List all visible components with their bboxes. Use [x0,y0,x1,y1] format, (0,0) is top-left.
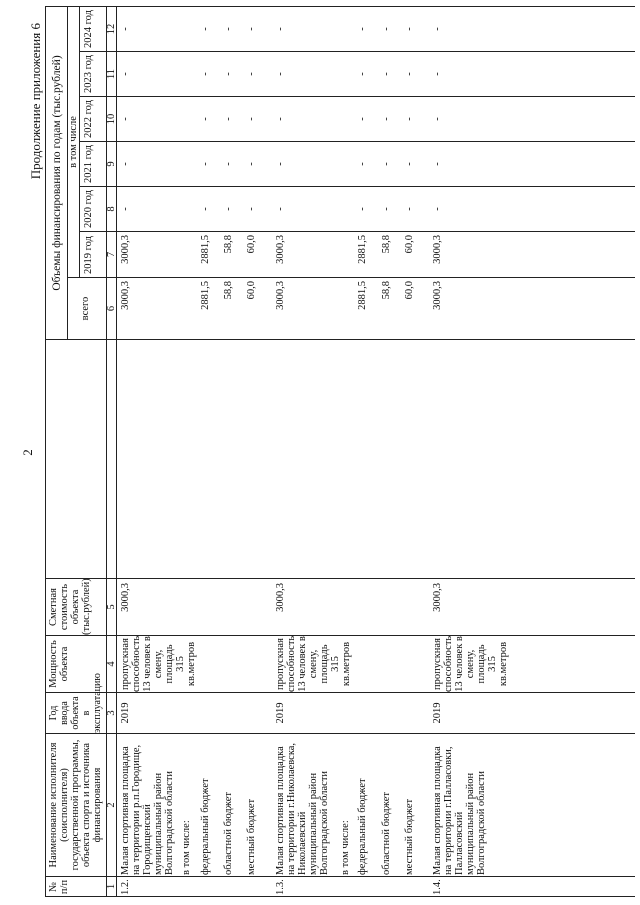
row-1-federal-label: федеральный бюджет [200,778,211,875]
colnum-12: 12 [106,23,117,35]
colnum-7: 7 [106,251,117,258]
row-1-regional-total: 58,8 [223,281,234,300]
row-2-regional-2020: - [381,207,392,211]
row-1-local-label: местный бюджет [246,798,257,875]
row-1-federal-2019: 2881,5 [200,235,211,264]
row-2-federal-label: федеральный бюджет [357,778,368,875]
header-year-2020: 2020 год [83,190,94,228]
row-3-total: 3000,3 [432,281,443,310]
row-1-2019: 3000,3 [120,235,131,264]
row-2-local-2024: - [404,27,415,31]
table-border-top [45,7,46,897]
row-1-2024: - [120,27,131,31]
row-2-2020: - [275,207,286,211]
row-2-federal-2023: - [357,72,368,76]
line-including [79,7,80,278]
row-2-local-label: местный бюджет [404,798,415,875]
header-num: № п/п [48,879,70,895]
row-1-year: 2019 [120,702,131,724]
row-3-2019: 3000,3 [432,235,443,264]
border-c8 [79,231,635,232]
page-number: 2 [20,449,35,456]
row-1-local-2019: 60,0 [246,235,257,254]
row-1-local-2021: - [246,162,257,166]
colnum-1: 1 [106,883,117,890]
row-1-num: 1.2. [120,879,131,895]
row-2-cost: 3000,3 [275,583,286,612]
row-3-2020: - [432,207,443,211]
header-total: всего [80,296,91,321]
row-1-2020: - [120,207,131,211]
row-1-federal-2024: - [200,27,211,31]
row-2-federal-2019: 2881,5 [357,235,368,264]
row-2-local-2023: - [404,72,415,76]
row-2-name: Малая спортивная площадка на территории г.Николаевска, Николаевский муниципальный район Волгоградской области [275,742,330,875]
row-1-2023: - [120,72,131,76]
border-left [45,896,635,897]
row-1-name: Малая спортивная площадка на территории р.п.Городище, Городищенский муниципальный район Волгоградской области [120,744,175,875]
row-2-local-total: 60,0 [404,281,415,300]
header-including: в том числе [68,116,79,168]
row-1-2022: - [120,117,131,121]
row-3-2022: - [432,117,443,121]
row-1-cost: 3000,3 [120,583,131,612]
header-year: Год ввода объекта в эксплуатацию [48,673,103,733]
row-2-federal-total: 2881,5 [357,281,368,310]
row-2-regional-label: областной бюджет [381,792,392,875]
border-c1 [45,876,635,877]
continuation-label: Продолжение приложения 6 [28,23,43,180]
row-2-federal-2022: - [357,117,368,121]
row-1-federal-2022: - [200,117,211,121]
row-2-local-2019: 60,0 [404,235,415,254]
header-capacity: Мощность объекта [48,640,70,688]
row-1-local-total: 60,0 [246,281,257,300]
row-2-year: 2019 [275,702,286,724]
row-3-2023: - [432,72,443,76]
row-1-federal-2023: - [200,72,211,76]
row-1-federal-2021: - [200,162,211,166]
colnum-10: 10 [106,113,117,125]
header-year-2021: 2021 год [83,145,94,183]
row-1-capacity: пропускная способность 13 человек в смену, площадь 315 кв.метров [120,635,197,692]
row-1-regional-label: областной бюджет [223,792,234,875]
row-2-regional-2021: - [381,162,392,166]
row-3-cost: 3000,3 [432,583,443,612]
border-c7 [67,277,635,278]
header-year-2023: 2023 год [83,55,94,93]
row-1-2021: - [120,162,131,166]
row-2-local-2021: - [404,162,415,166]
row-2-regional-2023: - [381,72,392,76]
row-2-local-2020: - [404,207,415,211]
colnum-4: 4 [106,661,117,667]
row-2-2024: - [275,27,286,31]
row-3-name: Малая спортивная площадка на территории г.Палласовки, Палласовский муниципальный район Волгоградской области [432,746,487,875]
colnum-9: 9 [106,161,117,167]
row-1-regional-2024: - [223,27,234,31]
row-1-local-2020: - [246,207,257,211]
colnum-11: 11 [106,68,117,80]
row-1-federal-2020: - [200,207,211,211]
colnum-2: 2 [106,802,117,808]
row-2-capacity: пропускная способность 13 человек в смену, площадь 315 кв.метров [275,635,352,692]
row-3-num: 1.4. [432,879,443,895]
row-1-regional-2020: - [223,207,234,211]
border-c2 [45,733,635,734]
colnum-5: 5 [106,604,117,610]
row-2-total: 3000,3 [275,281,286,310]
row-1-local-2024: - [246,27,257,31]
colnum-6: 6 [106,305,117,312]
header-cost: Сметная стоимость объекта (тыс.рублей) [48,578,92,635]
row-2-2019: 3000,3 [275,235,286,264]
header-name: Наименование исполнителя (соисполнителя) государственной программы, объекта спорта и источника финансирования [48,739,103,871]
row-2-2023: - [275,72,286,76]
row-2-federal-2020: - [357,207,368,211]
row-1-local-2023: - [246,72,257,76]
row-2-federal-2024: - [357,27,368,31]
row-1-regional-2021: - [223,162,234,166]
row-1-including: в том числе: [181,820,192,875]
row-2-2021: - [275,162,286,166]
row-1-regional-2019: 58,8 [223,235,234,254]
row-3-capacity: пропускная способность 13 человек в смену, площадь 315 кв.метров [432,635,509,692]
border-c6 [45,339,635,340]
row-1-local-2022: - [246,117,257,121]
row-3-year: 2019 [432,702,443,724]
row-3-2024: - [432,27,443,31]
header-year-2019: 2019 год [83,236,94,274]
row-1-regional-2023: - [223,72,234,76]
header-financing: Объемы финансирования по годам (тыс.рублей) [51,55,63,291]
colnum-3: 3 [106,710,117,716]
row-3-2021: - [432,162,443,166]
header-year-2022: 2022 год [83,100,94,138]
row-2-regional-2019: 58,8 [381,235,392,254]
row-2-including: в том числе: [340,820,351,875]
row-2-regional-2022: - [381,117,392,121]
border-c3 [45,692,635,693]
row-2-federal-2021: - [357,162,368,166]
row-2-2022: - [275,117,286,121]
row-1-regional-2022: - [223,117,234,121]
border-right [45,6,635,7]
row-2-regional-total: 58,8 [381,281,392,300]
colnum-8: 8 [106,206,117,212]
row-2-local-2022: - [404,117,415,121]
row-2-num: 1.3. [275,879,286,895]
row-2-regional-2024: - [381,27,392,31]
header-year-2024: 2024 год [83,10,94,48]
border-c5 [45,578,635,579]
row-1-federal-total: 2881,5 [200,281,211,310]
row-1-total: 3000,3 [120,281,131,310]
